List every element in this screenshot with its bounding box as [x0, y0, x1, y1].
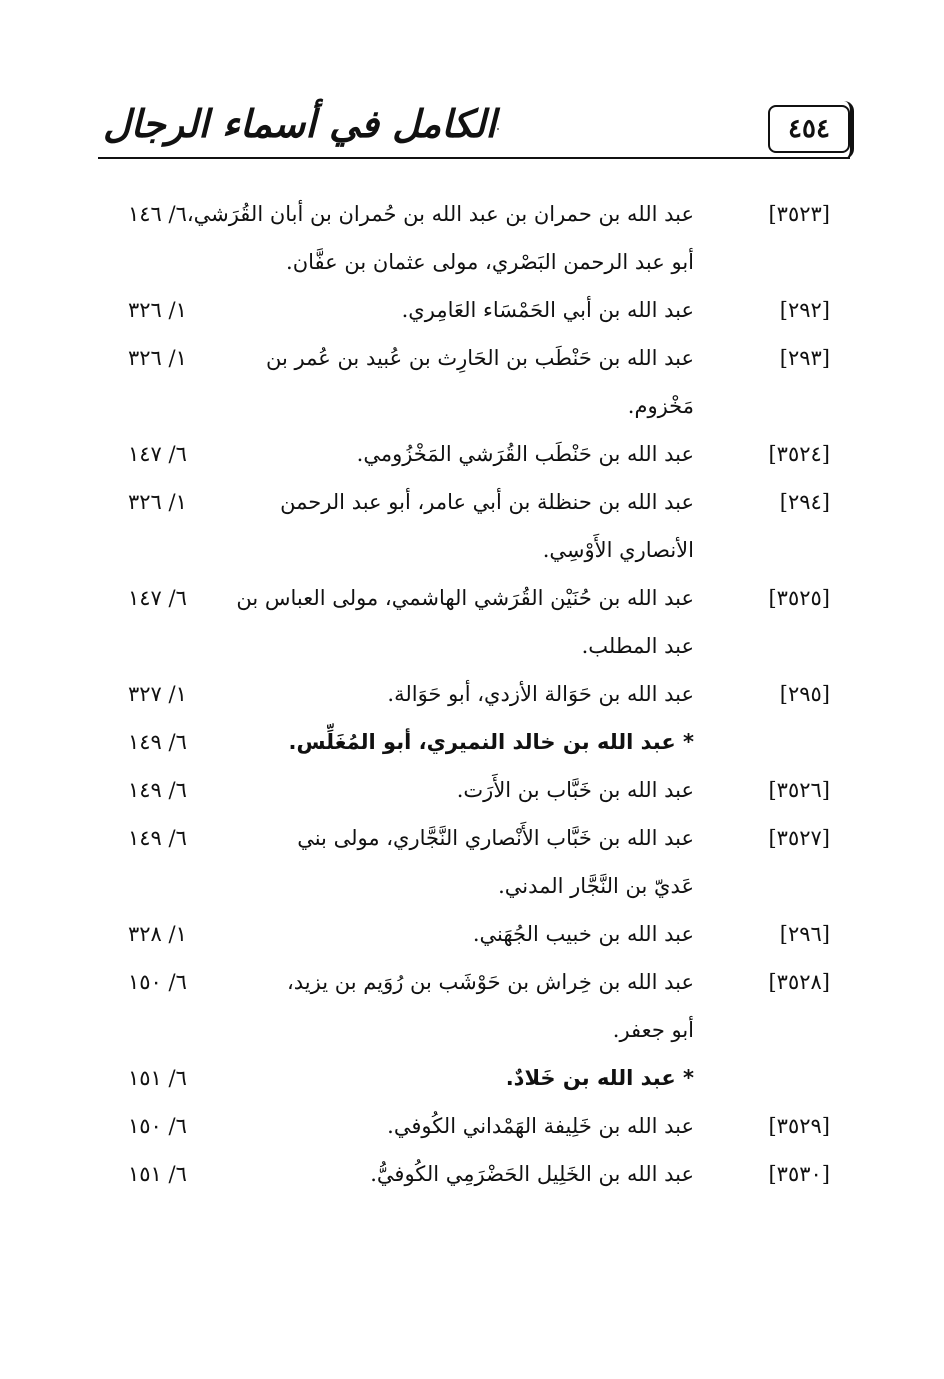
- entry-reference: ٦/ ١٤٩: [128, 826, 187, 850]
- entry-text: أبو جعفر.: [612, 1018, 694, 1042]
- entry-reference: ٦/ ١٤٧: [128, 442, 187, 466]
- entry-reference: ٦/ ١٥٠: [128, 970, 187, 994]
- entry-reference: ٦/ ١٤٧: [128, 586, 187, 610]
- entry-line: [0, 1054, 944, 1102]
- entry-text: عبد الله بن خَلِيفة الهَمْداني الكُوفي.: [387, 1114, 694, 1138]
- entry-line: [0, 814, 944, 862]
- book-title: الكامل في أسماء الرجال: [103, 101, 496, 146]
- entry-reference: ١/ ٣٢٨: [128, 922, 187, 946]
- entry-line: [0, 286, 944, 334]
- index-entry: [0, 766, 944, 814]
- entry-reference: ٦/ ١٥١: [128, 1162, 187, 1186]
- entry-number: [٣٥٢٩]: [768, 1114, 830, 1138]
- index-entry: [0, 670, 944, 718]
- entry-line: [0, 670, 944, 718]
- entry-line: [0, 526, 944, 574]
- entry-text: عبد الله بن حَوَالة الأزدي، أبو حَوَالة.: [387, 682, 694, 706]
- page-number: ٤٥٤: [768, 105, 850, 153]
- entry-line: [0, 382, 944, 430]
- index-entries: [0, 190, 944, 1198]
- entry-line: [0, 238, 944, 286]
- index-entry: [0, 814, 944, 910]
- entry-number: [٣٥٢٦]: [768, 778, 830, 802]
- entry-number: [٣٥٢٥]: [768, 586, 830, 610]
- entry-line: [0, 1150, 944, 1198]
- index-entry: [0, 718, 944, 766]
- index-entry: [0, 286, 944, 334]
- entry-text: عبد الله بن حنظلة بن أبي عامر، أبو عبد الرحمن: [280, 490, 694, 514]
- entry-line: [0, 190, 944, 238]
- entry-number: [٣٥٣٠]: [768, 1162, 830, 1186]
- entry-number: [٢٩٤]: [779, 490, 830, 514]
- entry-line: [0, 334, 944, 382]
- entry-line: [0, 910, 944, 958]
- index-entry: [0, 574, 944, 670]
- entry-text: عبد الله بن خِراش بن حَوْشَب بن رُوَيم بن يزيد،: [287, 970, 694, 994]
- entry-line: [0, 862, 944, 910]
- entry-line: [0, 718, 944, 766]
- entry-reference: ٦/ ١٥١: [128, 1066, 187, 1090]
- index-entry: [0, 190, 944, 286]
- entry-text: عبد الله بن حُنَيْن القُرَشي الهاشمي، مولى العباس بن: [236, 586, 694, 610]
- index-entry: [0, 1102, 944, 1150]
- entry-text: عبد الله بن خَبَّاب بن الأَرَت.: [456, 778, 694, 802]
- entry-number: [٣٥٢٤]: [768, 442, 830, 466]
- entry-line: [0, 430, 944, 478]
- entry-text: عبد الله بن خَبَّاب الأَنْصاري النَّجَّاري، مولى بني: [297, 826, 694, 850]
- entry-text: عَديّ بن النَّجَّار المدني.: [498, 874, 694, 898]
- entry-text: أبو عبد الرحمن البَصْري، مولى عثمان بن عفَّان.: [286, 250, 694, 274]
- entry-number: [٣٥٢٧]: [768, 826, 830, 850]
- entry-text: عبد الله بن أبي الحَمْسَاء العَامِري.: [401, 298, 694, 322]
- entry-text: عبد الله بن حَنْطَب بن الحَارِث بن عُبيد بن عُمر بن: [266, 346, 694, 370]
- entry-line: [0, 1006, 944, 1054]
- entry-line: [0, 574, 944, 622]
- entry-reference: ٦/ ١٤٩: [128, 730, 187, 754]
- entry-line: [0, 478, 944, 526]
- page-header: [95, 95, 850, 163]
- entry-text: عبد الله بن الخَلِيل الحَضْرَمِي الكُوفيُّ.: [370, 1162, 694, 1186]
- entry-text: عبد الله بن خبيب الجُهَني.: [472, 922, 694, 946]
- entry-text: عبد الله بن حمران بن عبد الله بن حُمران بن أبان القُرَشي،: [186, 202, 694, 226]
- header-rule: [98, 157, 850, 159]
- entry-text: عبد الله بن حَنْطَب القُرَشي المَخْزُومي.: [356, 442, 694, 466]
- entry-text: عبد المطلب.: [581, 634, 694, 658]
- entry-number: [٣٥٢٣]: [768, 202, 830, 226]
- entry-text: مَخْزوم.: [627, 394, 694, 418]
- entry-reference: ٦/ ١٤٦: [128, 202, 187, 226]
- entry-text: * عبد الله بن خالد النميري، أبو المُغَلِّس.: [288, 730, 694, 754]
- index-entry: [0, 478, 944, 574]
- entry-reference: ١/ ٣٢٦: [128, 298, 187, 322]
- entry-text: الأنصاري الأَوْسِي.: [542, 538, 694, 562]
- entry-number: [٢٩٢]: [779, 298, 830, 322]
- entry-line: [0, 1102, 944, 1150]
- entry-number: [٢٩٥]: [779, 682, 830, 706]
- index-entry: [0, 958, 944, 1054]
- entry-line: [0, 766, 944, 814]
- entry-reference: ٦/ ١٥٠: [128, 1114, 187, 1138]
- index-entry: [0, 430, 944, 478]
- index-entry: [0, 1054, 944, 1102]
- entry-number: [٣٥٢٨]: [768, 970, 830, 994]
- entry-reference: ٦/ ١٤٩: [128, 778, 187, 802]
- index-entry: [0, 910, 944, 958]
- index-entry: [0, 1150, 944, 1198]
- entry-number: [٢٩٦]: [779, 922, 830, 946]
- index-entry: [0, 334, 944, 430]
- entry-reference: ١/ ٣٢٦: [128, 346, 187, 370]
- header-dot: [497, 128, 499, 130]
- entry-reference: ١/ ٣٢٦: [128, 490, 187, 514]
- entry-reference: ١/ ٣٢٧: [128, 682, 187, 706]
- entry-line: [0, 958, 944, 1006]
- entry-number: [٢٩٣]: [779, 346, 830, 370]
- entry-line: [0, 622, 944, 670]
- entry-text: * عبد الله بن خَلادٌ.: [505, 1066, 694, 1090]
